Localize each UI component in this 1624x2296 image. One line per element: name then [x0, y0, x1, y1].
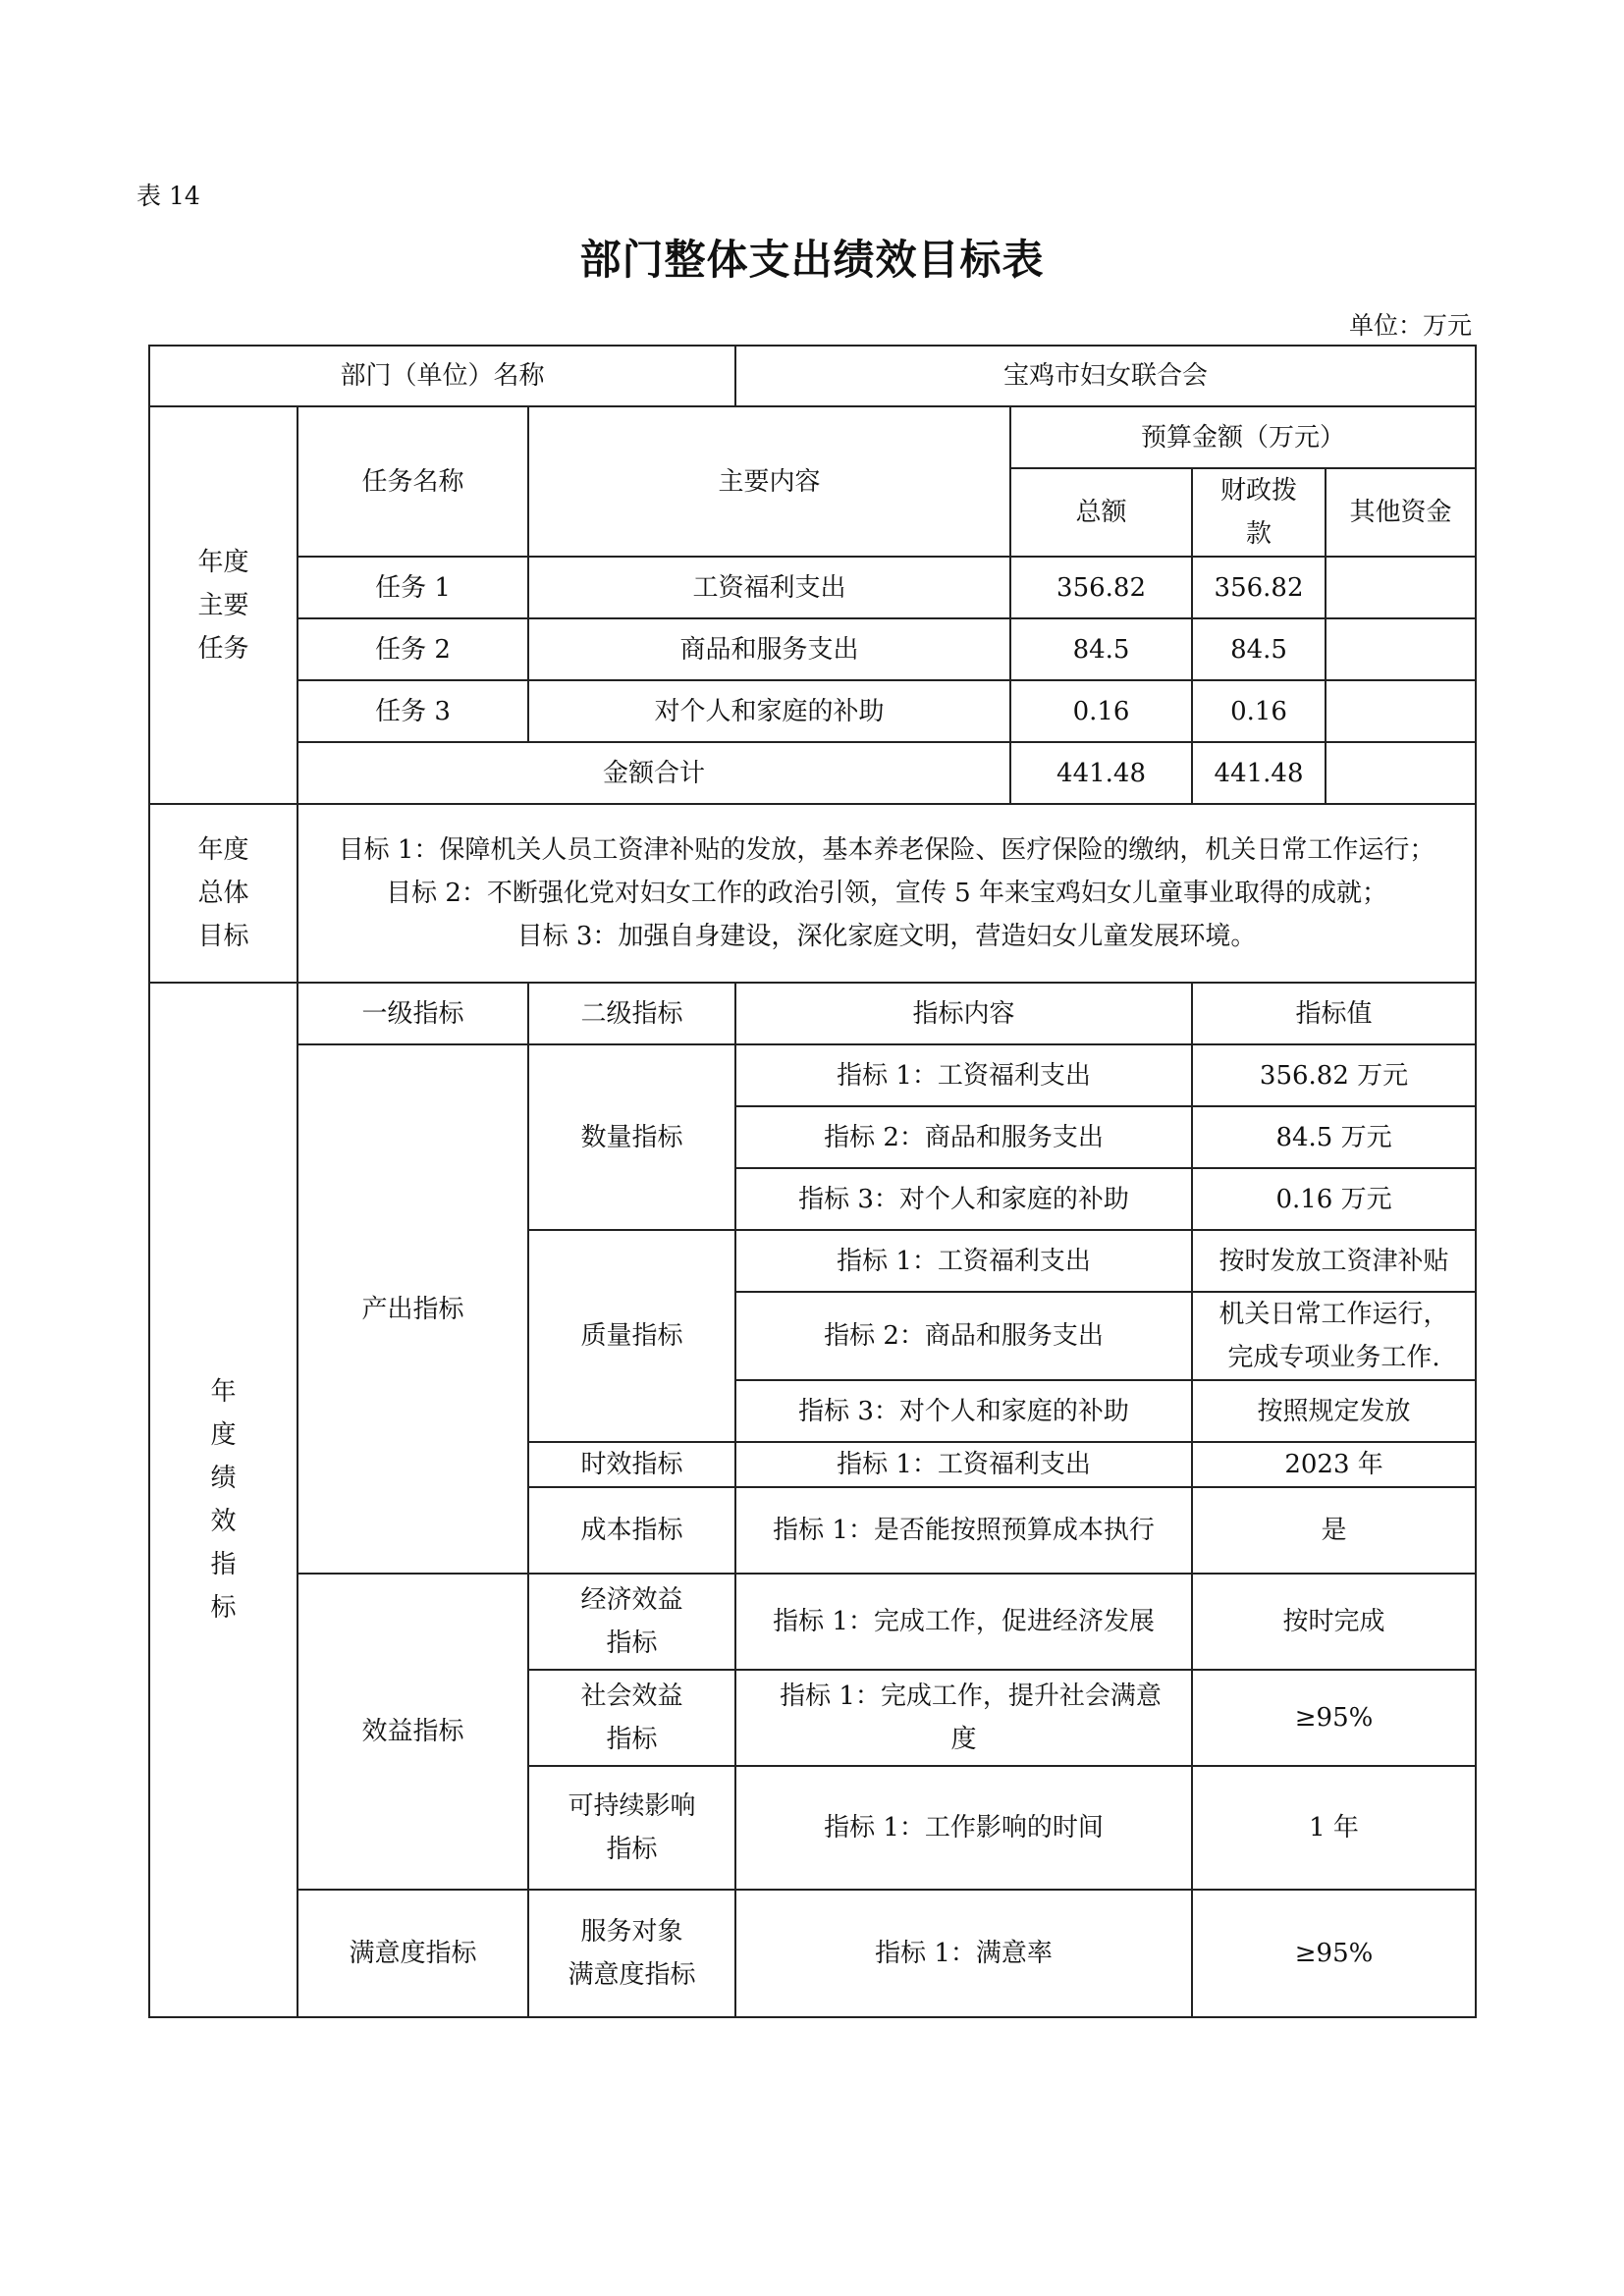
task-name: 任务 2: [298, 618, 528, 680]
sum-total: 441.48: [1010, 742, 1192, 804]
tasks-header-row: [149, 406, 1476, 468]
indicator-value: 84.5 万元: [1192, 1106, 1476, 1168]
task-total: 356.82: [1010, 557, 1192, 618]
social-indicator-label: 社会效益 指标: [528, 1670, 735, 1766]
indicator-content: 指标 1：完成工作，提升社会满意 度: [735, 1670, 1192, 1766]
indicator-content: 指标 2：商品和服务支出: [735, 1292, 1192, 1380]
col-budget: 预算金额（万元）: [1010, 406, 1476, 468]
perf-header-row: [149, 983, 1476, 1044]
economic-indicator-label: 经济效益 指标: [528, 1574, 735, 1670]
indicator-value: 2023 年: [1192, 1442, 1476, 1487]
task-row: [149, 680, 1476, 742]
task-other: [1326, 618, 1476, 680]
task-content: 工资福利支出: [528, 557, 1010, 618]
timeliness-indicator-label: 时效指标: [528, 1442, 735, 1487]
indicator-value: 356.82 万元: [1192, 1044, 1476, 1106]
goal-line: 目标 2：不断强化党对妇女工作的政治引领，宣传 5 年来宝鸡妇女儿童事业取得的成就；: [386, 879, 1387, 908]
output-indicator-label: 产出指标: [298, 1044, 528, 1574]
goal-line: 目标 1：保障机关人员工资津补贴的发放，基本养老保险、医疗保险的缴纳，机关日常工作运行；: [338, 835, 1435, 865]
indicator-value: 按时完成: [1192, 1574, 1476, 1670]
sum-label: 金额合计: [298, 742, 1010, 804]
indicator-value: 按时发放工资津补贴: [1192, 1230, 1476, 1292]
indicator-content: 指标 1：工资福利支出: [735, 1442, 1192, 1487]
table-number: 表 14: [136, 182, 200, 210]
goals-text: [298, 804, 1476, 983]
task-content: 商品和服务支出: [528, 618, 1010, 680]
quantity-indicator-label: 数量指标: [528, 1044, 735, 1230]
task-fiscal: 356.82: [1192, 557, 1326, 618]
indicator-row: [149, 1044, 1476, 1106]
task-fiscal: 84.5: [1192, 618, 1326, 680]
indicator-content: 指标 1：工资福利支出: [735, 1230, 1192, 1292]
task-name: 任务 3: [298, 680, 528, 742]
task-row: [149, 618, 1476, 680]
sum-fiscal: 441.48: [1192, 742, 1326, 804]
service-satisfaction-label: 服务对象 满意度指标: [528, 1890, 735, 2017]
sum-other: [1326, 742, 1476, 804]
indicator-row: [149, 1890, 1476, 2017]
indicator-value: 0.16 万元: [1192, 1168, 1476, 1230]
task-content: 对个人和家庭的补助: [528, 680, 1010, 742]
goals-row: [149, 804, 1476, 983]
task-total: 84.5: [1010, 618, 1192, 680]
task-sum-row: [149, 742, 1476, 804]
page-title: 部门整体支出绩效目标表: [579, 236, 1045, 284]
indicator-content: 指标 2：商品和服务支出: [735, 1106, 1192, 1168]
col-total: 总额: [1010, 468, 1192, 557]
indicator-value: ≥95%: [1192, 1890, 1476, 2017]
dept-name: 宝鸡市妇女联合会: [735, 346, 1476, 406]
quality-indicator-label: 质量指标: [528, 1230, 735, 1442]
indicator-value: 是: [1192, 1487, 1476, 1574]
unit-label: 单位：万元: [1348, 311, 1472, 340]
indicator-content: 指标 3：对个人和家庭的补助: [735, 1380, 1192, 1442]
goal-line: 目标 3：加强自身建设，深化家庭文明，营造妇女儿童发展环境。: [516, 922, 1257, 951]
indicator-content: 指标 1：完成工作，促进经济发展: [735, 1574, 1192, 1670]
task-name: 任务 1: [298, 557, 528, 618]
task-row: [149, 557, 1476, 618]
col-level2: 二级指标: [528, 983, 735, 1044]
task-other: [1326, 557, 1476, 618]
col-main-content: 主要内容: [528, 406, 1010, 557]
indicator-value: 按照规定发放: [1192, 1380, 1476, 1442]
task-other: [1326, 680, 1476, 742]
col-fiscal: 财政拨 款: [1192, 468, 1326, 557]
indicator-content: 指标 1：满意率: [735, 1890, 1192, 2017]
dept-label: 部门（单位）名称: [149, 346, 735, 406]
indicator-content: 指标 3：对个人和家庭的补助: [735, 1168, 1192, 1230]
col-other-funds: 其他资金: [1326, 468, 1476, 557]
task-total: 0.16: [1010, 680, 1192, 742]
satisfaction-indicator-label: 满意度指标: [298, 1890, 528, 2017]
benefit-indicator-label: 效益指标: [298, 1574, 528, 1890]
indicator-content: 指标 1：工作影响的时间: [735, 1766, 1192, 1890]
col-indicator-value: 指标值: [1192, 983, 1476, 1044]
task-fiscal: 0.16: [1192, 680, 1326, 742]
performance-target-table: [148, 345, 1477, 2018]
cost-indicator-label: 成本指标: [528, 1487, 735, 1574]
indicator-content: 指标 1：是否能按照预算成本执行: [735, 1487, 1192, 1574]
indicator-value: 1 年: [1192, 1766, 1476, 1890]
sustain-indicator-label: 可持续影响 指标: [528, 1766, 735, 1890]
indicator-content: 指标 1：工资福利支出: [735, 1044, 1192, 1106]
col-indicator-content: 指标内容: [735, 983, 1192, 1044]
goals-side-label: 年度 总体 目标: [149, 804, 298, 983]
dept-row: [149, 346, 1476, 406]
indicator-row: [149, 1574, 1476, 1670]
indicator-value: 机关日常工作运行， 完成专项业务工作.: [1192, 1292, 1476, 1380]
indicator-value: ≥95%: [1192, 1670, 1476, 1766]
tasks-side-label: 年度 主要 任务: [149, 406, 298, 804]
perf-side-label: 年 度 绩 效 指 标: [149, 983, 298, 2017]
col-task-name: 任务名称: [298, 406, 528, 557]
col-level1: 一级指标: [298, 983, 528, 1044]
